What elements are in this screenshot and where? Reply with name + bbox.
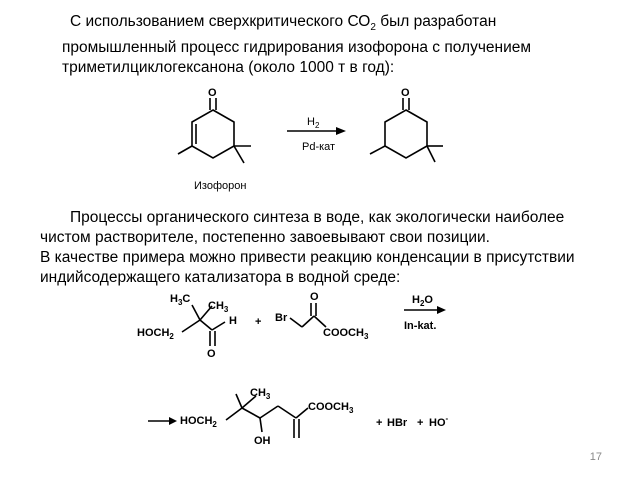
p-bond-c-methyl-left [236, 394, 242, 408]
r1-bond-cho-h [212, 322, 225, 330]
r1-h-label: H [229, 315, 237, 327]
r1-hoch2-label: $HOCH_2$ [137, 327, 174, 341]
intro-line-1-text: С использованием сверхкритического СО [70, 13, 371, 30]
p-bond-ch2-c [278, 406, 296, 418]
hydroxide-label: HO- [429, 414, 449, 429]
p-bond-choh-ch2 [260, 406, 278, 418]
reactant-2-structure [275, 291, 369, 341]
condition-catalyst: In-kat. [404, 320, 437, 332]
plus-sign-2: + [376, 417, 383, 429]
p-bond-ch2-c [226, 408, 242, 420]
isophorone-caption: Изофорон [194, 180, 247, 192]
product-structure [180, 387, 354, 447]
reaction-2-arrow-group [404, 294, 446, 332]
intro-line-3: триметилциклогексанона (около 1000 т в год): [62, 59, 395, 77]
body-line-1: Процессы органического синтеза в воде, как экологически наиболее [70, 209, 565, 226]
p-cooch3-label: $COOCH_3$ [308, 401, 354, 415]
r2-bond-br-ch2 [290, 318, 302, 327]
r1-o-label: O [207, 348, 216, 360]
p-bond-choh-oh [260, 418, 262, 432]
r2-cooch3-label: $COOCH_3$ [323, 327, 369, 341]
body-line-2: чистом растворителе, постепенно завоевывают свои позиции. [40, 229, 490, 246]
r1-bond-c-ch3left [192, 305, 200, 320]
product-oxygen: O [401, 87, 410, 99]
r2-br-label: Br [275, 312, 288, 324]
p-ch3-label: $CH_3$ [250, 387, 271, 401]
r1-ch3-label: $CH_3$ [208, 300, 229, 314]
r2-bond-c-coo [314, 316, 326, 327]
reactant-1-structure [137, 293, 237, 360]
hbr-label: HBr [387, 417, 408, 429]
intro-line-2: промышленный процесс гидрирования изофорона с получением [62, 39, 532, 57]
page-number: 17 [589, 451, 602, 463]
r2-bond-ch2-c [302, 316, 314, 327]
product-arrow-head [169, 417, 177, 425]
reagent-h2: $H_2$ [307, 116, 320, 130]
r1-bond-c-cho [200, 320, 212, 330]
p-oh-label: OH [254, 435, 271, 447]
condition-water: $H_2O$ [412, 294, 433, 308]
reaction-2-arrow-head [437, 306, 446, 314]
intro-line-1-tail: был разработан [375, 13, 497, 30]
r1-bond-ch2-c [182, 320, 200, 332]
p-bond-c-choh [242, 408, 260, 418]
isophorone-oxygen: O [208, 87, 217, 99]
p-hoch2-label: $HOCH_2$ [180, 415, 217, 429]
body-line-4: индийсодержащего катализатора в водной среде: [40, 269, 401, 286]
p-bond-c-cooch3 [296, 408, 308, 418]
body-line-3: В качестве примера можно привести реакцию конденсации в присутствии [40, 249, 575, 266]
plus-sign-3: + [417, 417, 424, 429]
reagent-catalyst: Pd-кат [302, 141, 336, 153]
co2-subscript: 2 [370, 22, 376, 34]
plus-sign-1: + [255, 316, 262, 328]
r1-h3c-label: $H_3C$ [170, 293, 191, 307]
r2-o-label: O [310, 291, 319, 303]
